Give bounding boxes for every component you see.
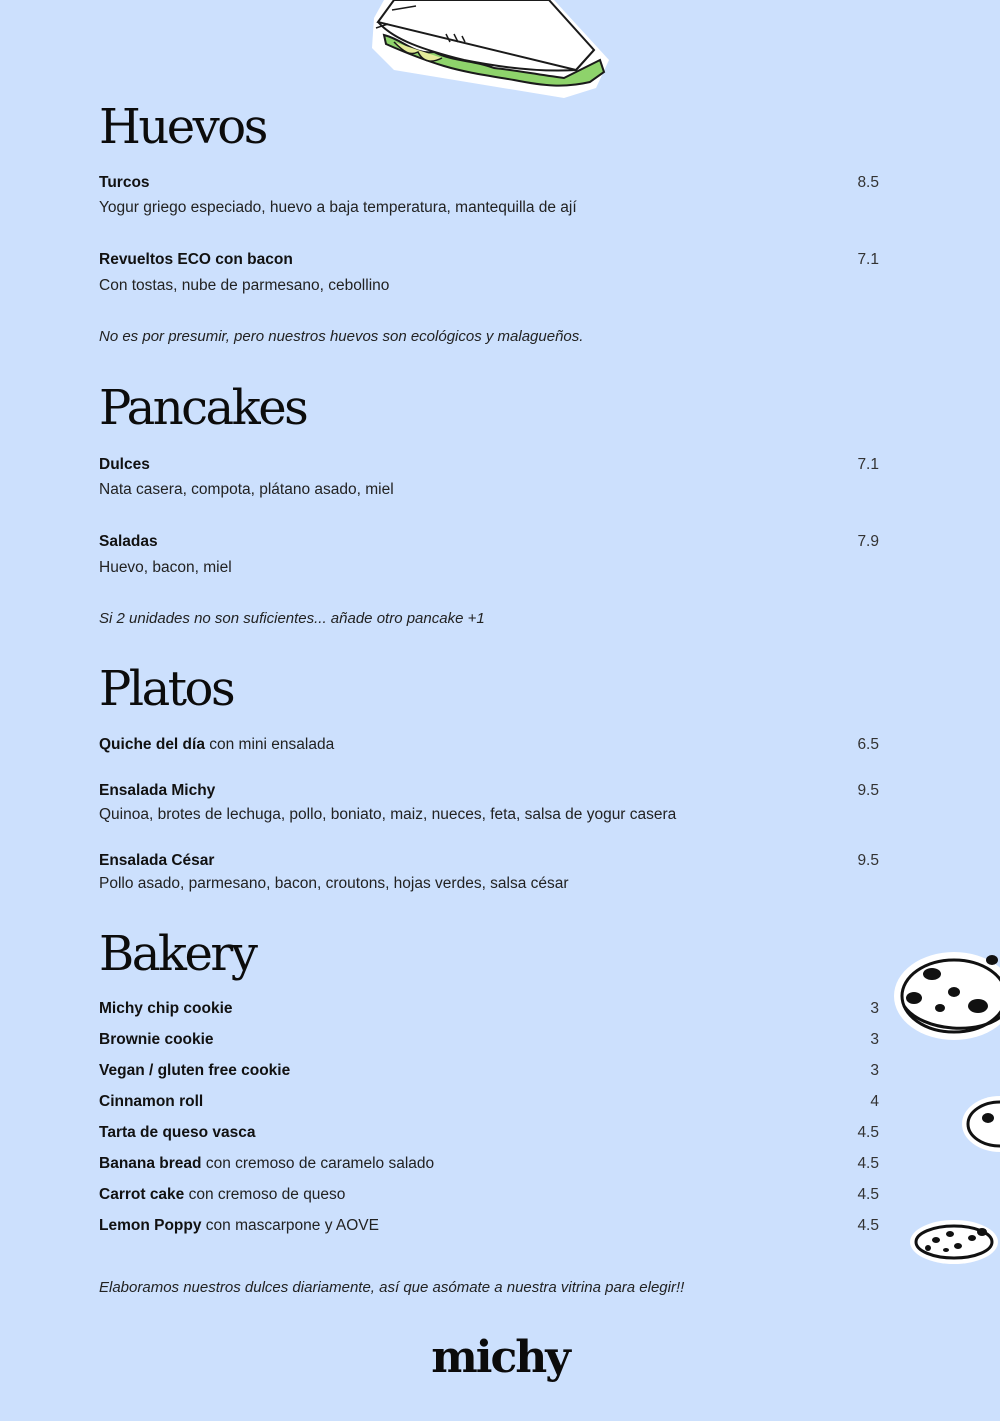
item-name: Ensalada Michy bbox=[99, 782, 216, 799]
item-name: Saladas bbox=[99, 533, 158, 550]
item-name: Michy chip cookie bbox=[99, 1000, 233, 1017]
menu-item bbox=[99, 1093, 879, 1113]
item-name: Revueltos ECO con bacon bbox=[99, 251, 293, 268]
item-name: Turcos bbox=[99, 174, 150, 191]
menu-item bbox=[99, 1186, 879, 1206]
menu-item bbox=[99, 736, 879, 756]
item-price: 7.1 bbox=[857, 456, 879, 473]
section-title-huevos: Huevos bbox=[99, 99, 266, 155]
menu-item bbox=[99, 1062, 879, 1082]
item-name: Brownie cookie bbox=[99, 1031, 214, 1048]
brand-logo: michy bbox=[431, 1332, 569, 1383]
item-price: 4.5 bbox=[857, 1186, 879, 1203]
item-price: 9.5 bbox=[857, 852, 879, 869]
menu-item bbox=[99, 1031, 879, 1051]
section-title-platos: Platos bbox=[99, 661, 234, 717]
item-description: Nata casera, compota, plátano asado, miel bbox=[99, 481, 394, 498]
section-title-bakery: Bakery bbox=[99, 926, 256, 982]
item-description: Pollo asado, parmesano, bacon, croutons, hojas verdes, salsa césar bbox=[99, 875, 569, 892]
item-price: 6.5 bbox=[857, 736, 879, 753]
item-name: Quiche del día con mini ensalada bbox=[99, 736, 335, 753]
item-price: 7.9 bbox=[857, 533, 879, 550]
item-price: 3 bbox=[870, 1031, 879, 1048]
item-price: 3 bbox=[870, 1062, 879, 1079]
section-title-pancakes: Pancakes bbox=[99, 380, 307, 436]
menu-item bbox=[99, 1217, 879, 1237]
item-price: 4.5 bbox=[857, 1155, 879, 1172]
section-note: Elaboramos nuestros dulces diariamente, así que asómate a nuestra vitrina para elegir!! bbox=[99, 1279, 685, 1296]
menu-item bbox=[99, 1000, 879, 1020]
item-description: Huevo, bacon, miel bbox=[99, 559, 232, 576]
item-name: Dulces bbox=[99, 456, 150, 473]
cookie-illustration bbox=[960, 1094, 1000, 1154]
menu-item bbox=[99, 251, 879, 271]
item-name: Banana bread con cremoso de caramelo salado bbox=[99, 1155, 435, 1172]
item-description: Quinoa, brotes de lechuga, pollo, boniato, maiz, nueces, feta, salsa de yogur casera bbox=[99, 806, 677, 823]
item-price: 3 bbox=[870, 1000, 879, 1017]
item-price: 4 bbox=[870, 1093, 879, 1110]
menu-item bbox=[99, 456, 879, 476]
sandwich-illustration bbox=[364, 0, 616, 102]
item-name: Carrot cake con cremoso de queso bbox=[99, 1186, 346, 1203]
item-description: Con tostas, nube de parmesano, cebollino bbox=[99, 277, 390, 294]
item-name: Vegan / gluten free cookie bbox=[99, 1062, 291, 1079]
item-name: Ensalada César bbox=[99, 852, 215, 869]
item-price: 9.5 bbox=[857, 782, 879, 799]
item-price: 8.5 bbox=[857, 174, 879, 191]
item-name: Tarta de queso vasca bbox=[99, 1124, 256, 1141]
menu-item bbox=[99, 174, 879, 194]
menu-item bbox=[99, 782, 879, 802]
menu-item bbox=[99, 1124, 879, 1144]
item-price: 7.1 bbox=[857, 251, 879, 268]
item-price: 4.5 bbox=[857, 1217, 879, 1234]
item-name: Cinnamon roll bbox=[99, 1093, 204, 1110]
menu-item bbox=[99, 1155, 879, 1175]
item-price: 4.5 bbox=[857, 1124, 879, 1141]
cookie-illustration bbox=[906, 1216, 1000, 1268]
section-note: Si 2 unidades no son suficientes... añade otro pancake +1 bbox=[99, 610, 485, 627]
section-note: No es por presumir, pero nuestros huevos son ecológicos y malagueños. bbox=[99, 328, 584, 345]
item-name: Lemon Poppy con mascarpone y AOVE bbox=[99, 1217, 379, 1234]
item-description: Yogur griego especiado, huevo a baja temperatura, mantequilla de ají bbox=[99, 199, 577, 216]
menu-item bbox=[99, 533, 879, 553]
menu-item bbox=[99, 852, 879, 872]
cookie-illustration bbox=[892, 944, 1000, 1044]
